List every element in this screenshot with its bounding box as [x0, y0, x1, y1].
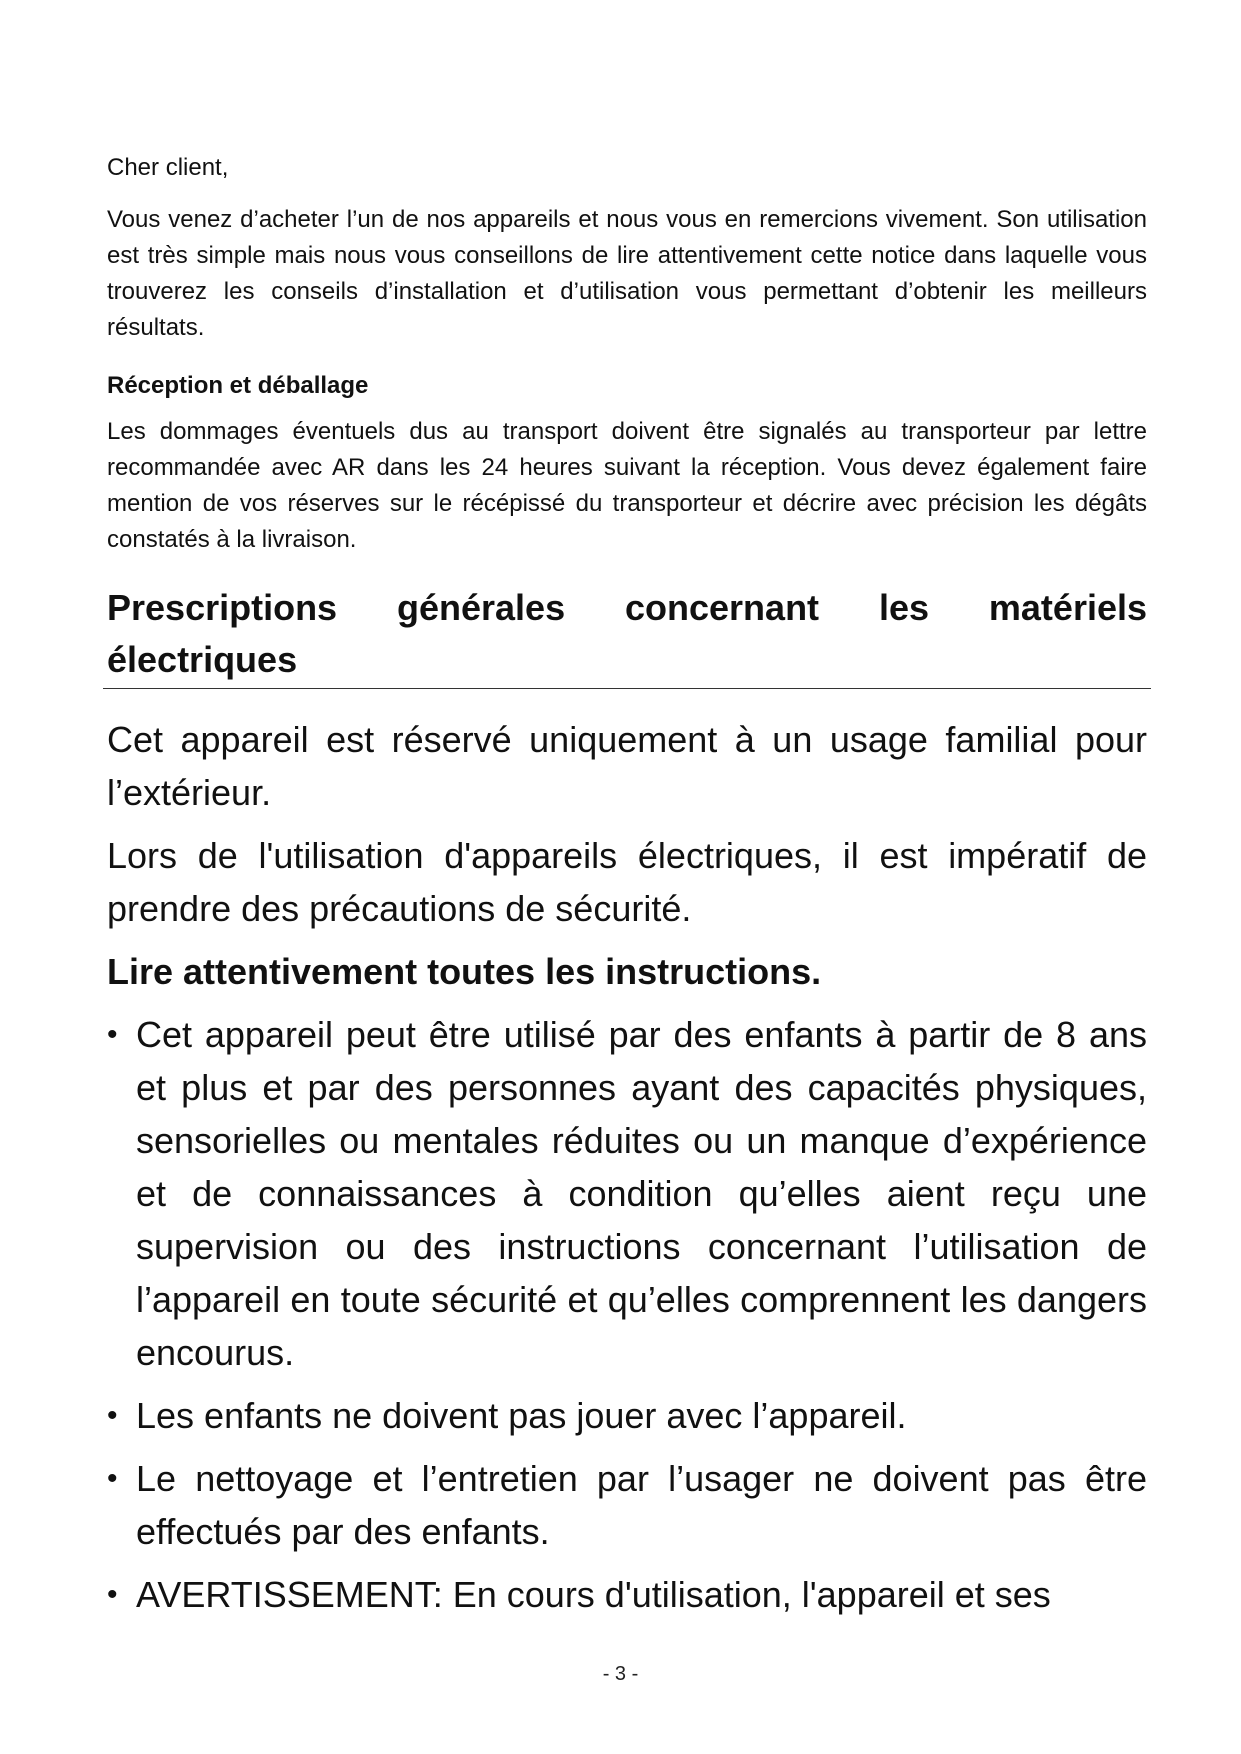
reception-paragraph: Les dommages éventuels dus au transport doivent être signalés au transporteur par lettre recommandée avec AR dans les 24 heures suivant la réception. Vous devez également faire mention de vos réserves sur le récépissé du transporteur et décrire avec précision les dégâts constatés à la livraison. — [107, 418, 1147, 553]
safety-bullet-list — [107, 1008, 1147, 1621]
reception-heading: Réception et déballage — [107, 372, 369, 399]
bullet-icon: • — [107, 1578, 118, 1611]
read-instructions-paragraph: Lire attentivement toutes les instructions. — [107, 951, 822, 992]
list-item — [107, 1452, 1147, 1558]
bullet-icon: • — [107, 1399, 118, 1432]
section-heading: Prescriptions générales concernant les matériels électriques — [103, 582, 1151, 689]
list-item — [107, 1568, 1147, 1621]
safety-paragraph: Lors de l'utilisation d'appareils électriques, il est impératif de prendre des précautions de sécurité. — [107, 835, 1147, 929]
page-number: - 3 - — [602, 1663, 639, 1685]
list-item-text: Les enfants ne doivent pas jouer avec l’appareil. — [136, 1395, 907, 1436]
list-item-text: Le nettoyage et l’entretien par l’usager ne doivent pas être effectués par des enfants. — [136, 1458, 1147, 1552]
bullet-icon: • — [107, 1018, 118, 1051]
list-item — [107, 1389, 1147, 1442]
usage-paragraph: Cet appareil est réservé uniquement à un usage familial pour l’extérieur. — [107, 719, 1147, 813]
list-item-text: Cet appareil peut être utilisé par des enfants à partir de 8 ans et plus et par des personnes ayant des capacités physiques, sensorielles ou mentales réduites ou un manque d’expérience et de connaissances à condition qu’elles aient reçu une supervision ou des instructions concernant l’utilisation de l’appareil en toute sécurité et qu’elles comprennent les dangers encourus. — [136, 1014, 1147, 1373]
document-page — [107, 150, 1147, 1631]
greeting: Cher client, — [107, 154, 229, 181]
list-item-text: AVERTISSEMENT: En cours d'utilisation, l'appareil et ses — [136, 1574, 1051, 1615]
list-item — [107, 1008, 1147, 1379]
bullet-icon: • — [107, 1462, 118, 1495]
intro-paragraph: Vous venez d’acheter l’un de nos appareils et nous vous en remercions vivement. Son utilisation est très simple mais nous vous conseillons de lire attentivement cette notice dans laquelle vous trouverez les conseils d’installation et d’utilisation vous permettant d’obtenir les meilleurs résultats. — [107, 206, 1147, 341]
